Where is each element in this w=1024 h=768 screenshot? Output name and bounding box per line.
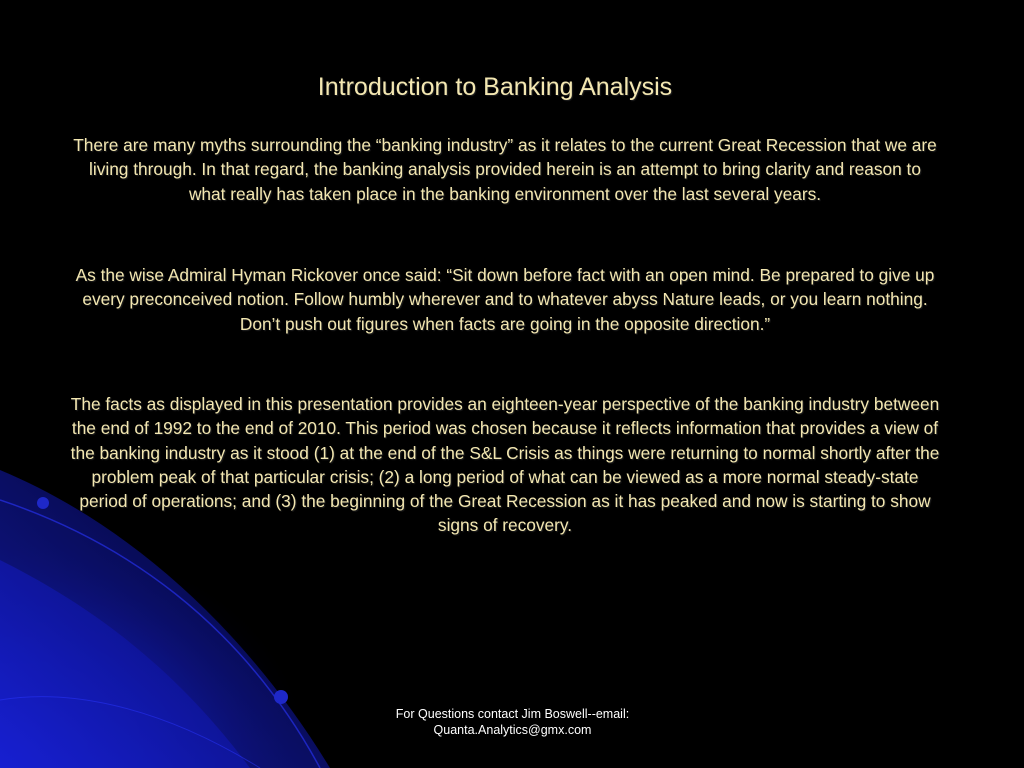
- footer-contact: [330, 706, 695, 738]
- footer-contact-line: For Questions contact Jim Boswell--email:: [395, 707, 630, 721]
- decorative-dot: [37, 497, 49, 509]
- intro-paragraph: There are many myths surrounding the “banking industry” as it relates to the current Great Recession that we are living through. In that regard, the banking analysis provided herein is an attempt to bring clarity and reason to what really has taken place in the banking environment over the last several years.: [73, 135, 937, 204]
- slide-title: Introduction to Banking Analysis: [317, 73, 673, 101]
- footer-email: Quanta.Analytics@gmx.com: [433, 723, 592, 737]
- decorative-dot: [274, 690, 288, 704]
- quote-paragraph: As the wise Admiral Hyman Rickover once said: “Sit down before fact with an open mind. Be prepared to give up every preconceived notion. Follow humbly wherever and to whatever abyss Nature leads, or you learn nothing. Don’t push out figures when facts are going in the opposite direction.”: [75, 265, 935, 334]
- facts-paragraph: The facts as displayed in this presentation provides an eighteen-year perspective of the banking industry between the end of 1992 to the end of 2010. This period was chosen because it reflects information that provides a view of the banking industry as it stood (1) at the end of the S&L Crisis as things were returning to normal shortly after the problem peak of that particular crisis; (2) a long period of what can be viewed as a more normal steady-state period of operations; and (3) the beginning of the Great Recession as it has peaked and now is starting to show signs of recovery.: [70, 394, 940, 536]
